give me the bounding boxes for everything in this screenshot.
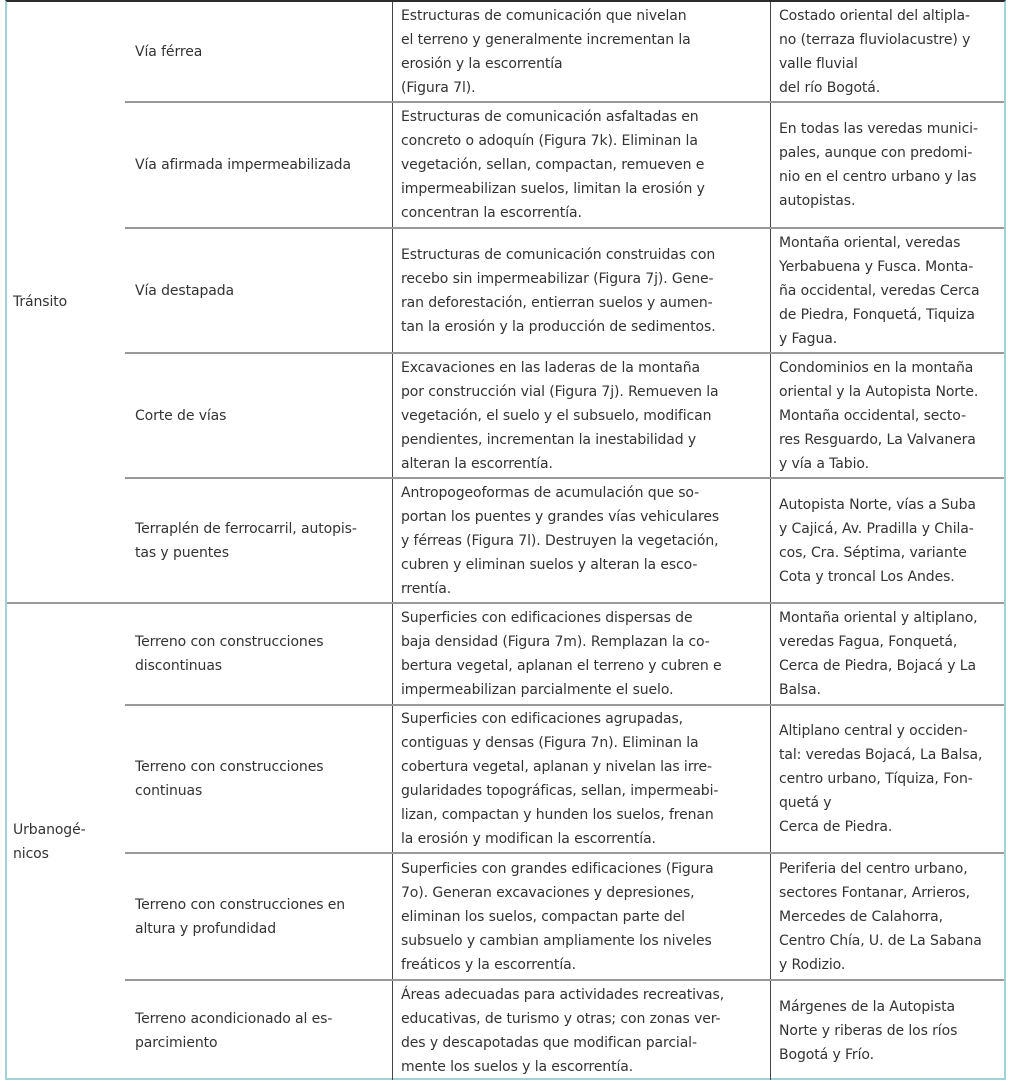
location-cell: Costado oriental del altipla- no (terraza fluviolacustre) y valle fluvial del río Bogotá. [771, 2, 1005, 102]
description-cell: Estructuras de comunicación que nivelan el terreno y generalmente incrementan la erosión y la escorrentía (Figura 7l). [393, 2, 771, 102]
type-cell: Terraplén de ferrocarril, autopis- tas y puentes [125, 478, 393, 603]
table-row [7, 2, 1004, 102]
description-cell: Superficies con edificaciones dispersas de baja densidad (Figura 7m). Remplazan la co- bertura vegetal, aplanan el terreno y cubren e impermeabilizan parcialmente el suelo. [393, 603, 771, 705]
type-cell: Terreno con construcciones continuas [125, 705, 393, 853]
category-cell: Urbanogé- nicos [13, 822, 86, 862]
table-row [7, 980, 1004, 1080]
location-cell: Condominios en la montaña oriental y la Autopista Norte. Montaña occidental, secto- res Resguardo, La Valvanera y vía a Tabio. [771, 353, 1005, 478]
type-cell: Corte de vías [125, 353, 393, 478]
description-cell: Estructuras de comunicación asfaltadas en concreto o adoquín (Figura 7k). Eliminan la vegetación, sellan, compactan, remueven e impermeabilizan suelos, limitan la erosión y concentran la escorrentía. [393, 102, 771, 228]
location-cell: Autopista Norte, vías a Suba y Cajicá, Av. Pradilla y Chila- cos, Cra. Séptima, variante Cota y troncal Los Andes. [771, 478, 1005, 603]
table-row [7, 102, 1004, 228]
location-cell: Altiplano central y occiden- tal: veredas Bojacá, La Balsa, centro urbano, Tíquiza, Fon- quetá y Cerca de Piedra. [771, 705, 1005, 853]
anthropogenic-landforms-table [7, 2, 1004, 1080]
description-cell: Superficies con grandes edificaciones (Figura 7o). Generan excavaciones y depresiones, eliminan los suelos, compactan parte del subsuelo y cambian ampliamente los niveles freáticos y la escorrentía. [393, 853, 771, 980]
location-cell: Márgenes de la Autopista Norte y riberas de los ríos Bogotá y Frío. [779, 998, 958, 1063]
type-cell: Terreno con construcciones discontinuas [125, 603, 393, 705]
location-cell: Montaña oriental y altiplano, veredas Fagua, Fonquetá, Cerca de Piedra, Bojacá y La Balsa. [771, 603, 1005, 705]
location-cell: En todas las veredas munici- pales, aunque con predomi- nio en el centro urbano y las autopistas. [771, 102, 1005, 228]
table-row [7, 705, 1004, 853]
category-cell: Tránsito [7, 2, 125, 603]
location-cell: Montaña oriental, veredas Yerbabuena y Fusca. Monta- ña occidental, veredas Cerca de Piedra, Fonquetá, Tiquiza y Fagua. [771, 228, 1005, 353]
type-cell: Vía férrea [125, 2, 393, 102]
location-cell: Periferia del centro urbano, sectores Fontanar, Arrieros, Mercedes de Calahorra, Centro Chía, U. de La Sabana y Rodizio. [771, 853, 1005, 980]
type-cell: Vía destapada [125, 228, 393, 353]
description-cell: Superficies con edificaciones agrupadas, contiguas y densas (Figura 7n). Eliminan la cobertura vegetal, aplanan y nivelan las irre- gularidades topográficas, sellan, impermeabi- lizan, compactan y hunden los suelos, frenan la erosión y modifican la escorrentía. [393, 705, 771, 853]
description-cell: Áreas adecuadas para actividades recreativas, educativas, de turismo y otras; con zonas ver- des y descapotadas que modifican parcial- mente los suelos y la escorrentía. [393, 980, 771, 1080]
description-cell: Estructuras de comunicación construidas con recebo sin impermeabilizar (Figura 7j). Gene- ran deforestación, entierran suelos y aumen- tan la erosión y la producción de sedimentos. [393, 228, 771, 353]
type-cell: Vía afirmada impermeabilizada [125, 102, 393, 228]
type-cell: Terreno acondicionado al es- parcimiento [135, 1010, 333, 1051]
description-cell: Antropogeoformas de acumulación que so- portan los puentes y grandes vías vehiculares y férreas (Figura 7l). Destruyen la vegetación, cubren y eliminan suelos y alteran la esco- rrentía. [393, 478, 771, 603]
description-cell: Excavaciones en las laderas de la montaña por construcción vial (Figura 7j). Remueven la vegetación, el suelo y el subsuelo, modifican pendientes, incrementan la inestabilidad y alteran la escorrentía. [393, 353, 771, 478]
table-row [7, 228, 1004, 353]
table-row [7, 603, 1004, 705]
table-row [7, 853, 1004, 980]
type-cell: Terreno con construcciones en altura y profundidad [125, 853, 393, 980]
table-row [7, 353, 1004, 478]
table-row [7, 478, 1004, 603]
